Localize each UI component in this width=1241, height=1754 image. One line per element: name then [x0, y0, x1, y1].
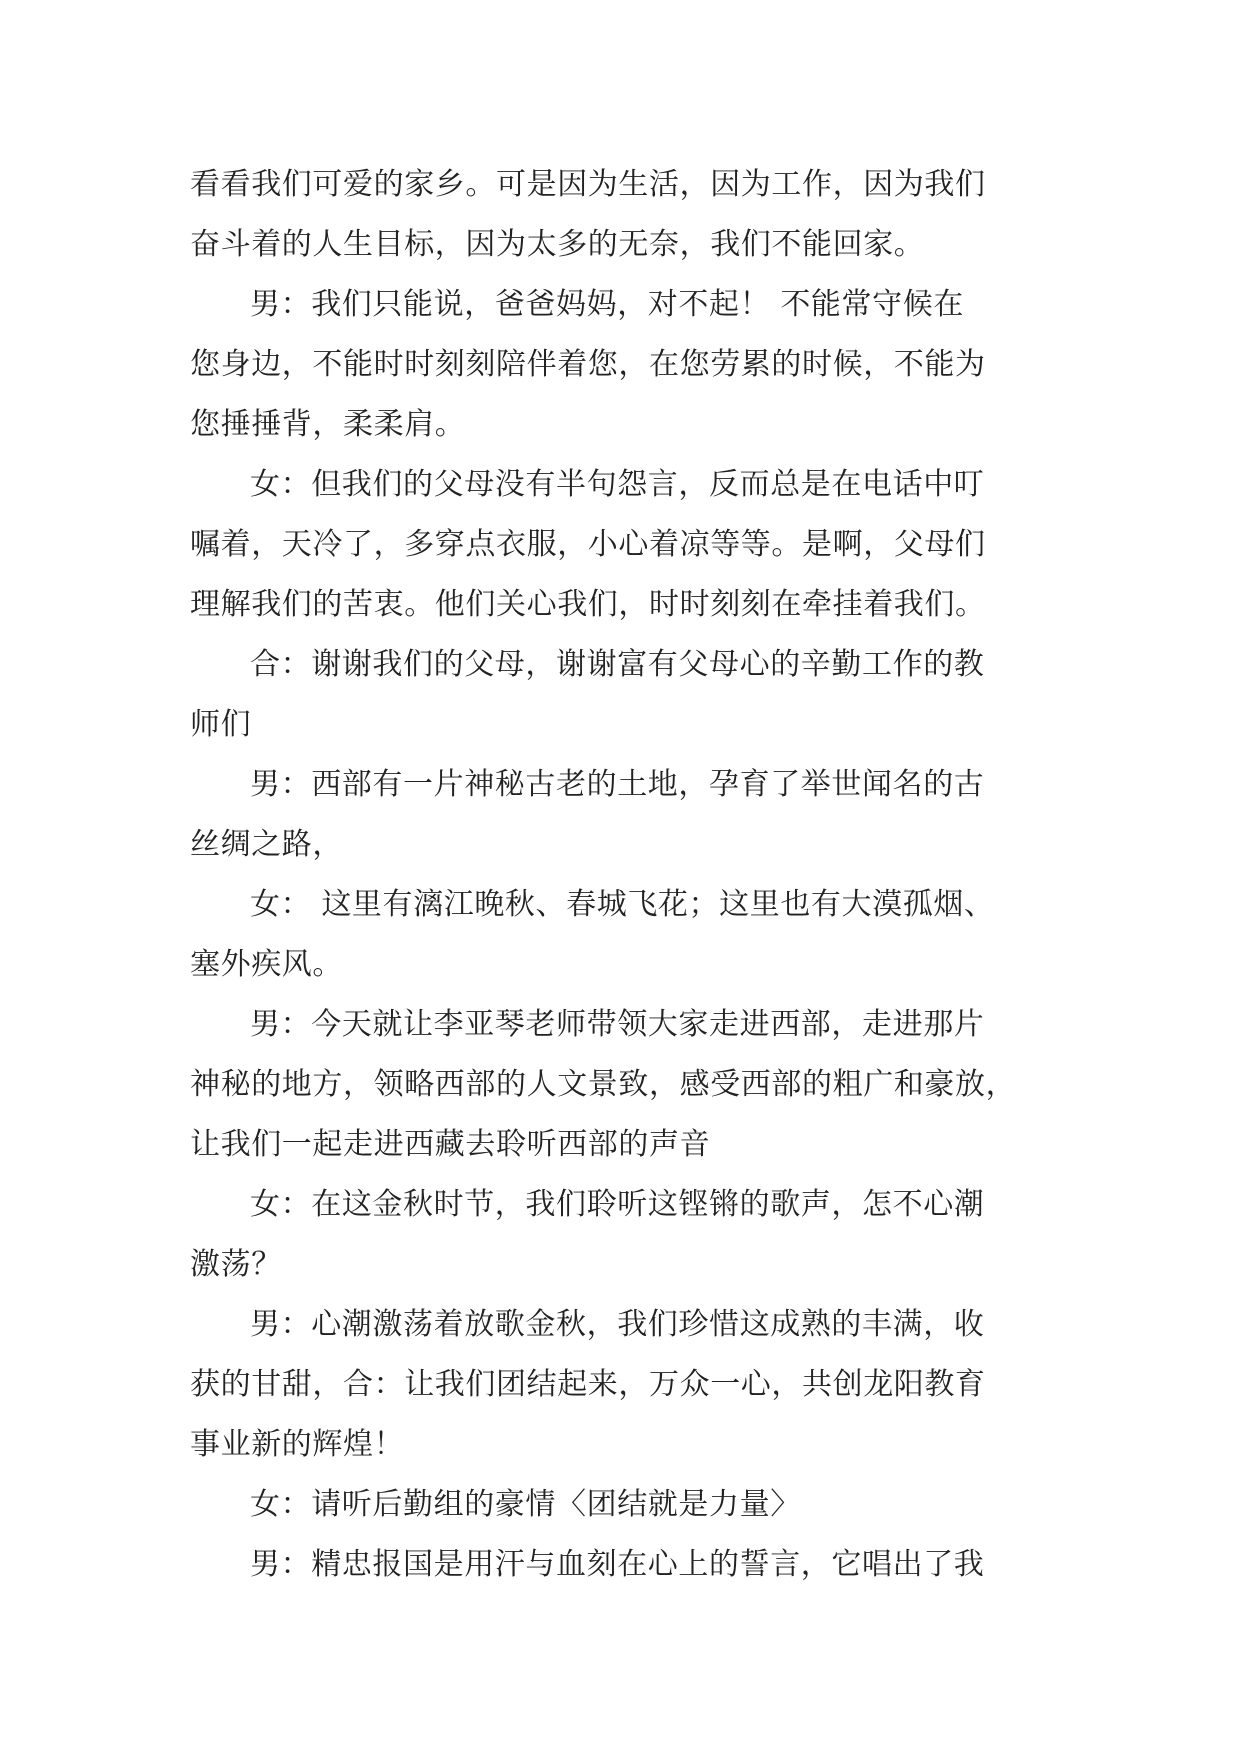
- text-line-3: 男：我们只能说，爸爸妈妈，对不起！ 不能常守候在: [250, 287, 964, 322]
- text-line-19: 激荡？: [190, 1247, 282, 1282]
- text-line-23: 女：请听后勤组的豪情〈团结就是力量〉: [250, 1487, 801, 1522]
- text-line-1: 看看我们可爱的家乡。可是因为生活，因为工作，因为我们: [190, 167, 986, 202]
- text-line-12: 丝绸之路，: [190, 827, 343, 862]
- text-line-18: 女：在这金秋时节，我们聆听这铿锵的歌声，怎不心潮: [250, 1187, 985, 1222]
- text-line-14: 塞外疾风。: [190, 947, 343, 982]
- text-line-13: 女： 这里有漓江晚秋、春城飞花；这里也有大漠孤烟、: [250, 887, 995, 922]
- document-body: [190, 155, 1070, 1595]
- text-line-22: 事业新的辉煌！: [190, 1427, 405, 1462]
- text-line-17: 让我们一起走进西藏去聆听西部的声音: [190, 1127, 711, 1162]
- text-line-5: 您捶捶背，柔柔肩。: [190, 407, 466, 442]
- text-line-20: 男：心潮激荡着放歌金秋，我们珍惜这成熟的丰满，收: [250, 1307, 985, 1342]
- text-line-10: 师们: [190, 707, 252, 742]
- text-line-15: 男：今天就让李亚琴老师带领大家走进西部，走进那片: [250, 1007, 985, 1042]
- text-line-11: 男：西部有一片神秘古老的土地，孕育了举世闻名的古: [250, 767, 985, 802]
- text-line-4: 您身边，不能时时刻刻陪伴着您，在您劳累的时候，不能为: [190, 347, 986, 382]
- text-line-21: 获的甘甜，合：让我们团结起来，万众一心，共创龙阳教育: [190, 1367, 986, 1402]
- text-line-9: 合：谢谢我们的父母，谢谢富有父母心的辛勤工作的教: [250, 647, 985, 682]
- text-line-16: 神秘的地方，领略西部的人文景致，感受西部的粗广和豪放，: [190, 1067, 1017, 1102]
- text-line-6: 女：但我们的父母没有半句怨言，反而总是在电话中叮: [250, 467, 985, 502]
- text-line-24: 男：精忠报国是用汗与血刻在心上的誓言，它唱出了我: [250, 1547, 985, 1582]
- text-line-7: 嘱着，天冷了，多穿点衣服，小心着凉等等。是啊，父母们: [190, 527, 986, 562]
- text-line-8: 理解我们的苦衷。他们关心我们，时时刻刻在牵挂着我们。: [190, 587, 986, 622]
- text-line-2: 奋斗着的人生目标，因为太多的无奈，我们不能回家。: [190, 227, 925, 262]
